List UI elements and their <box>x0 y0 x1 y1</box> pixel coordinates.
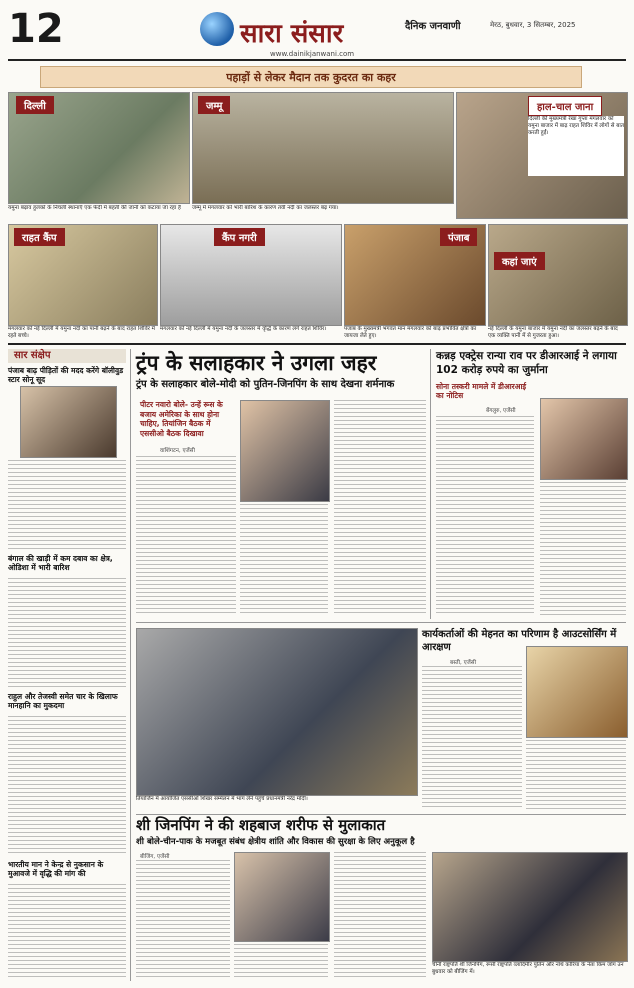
kahan-photo <box>488 224 628 326</box>
outsourcing-photo <box>526 646 628 738</box>
jammu-tag: जम्मू <box>198 96 230 114</box>
main-story-col3 <box>334 400 426 616</box>
ranya-rao-subhead: सोना तस्करी मामले में डीआरआई का नोटिस <box>436 382 527 400</box>
ranya-rao-col1 <box>436 416 534 616</box>
ranya-dateline: बेंगलुरु, एजेंसी <box>486 408 516 414</box>
rahat-tag: राहत कैंप <box>14 228 65 246</box>
main-dateline: वाशिंगटन, एजेंसी <box>160 448 195 454</box>
camp-caption: मंगलवार को नई दिल्ली में यमुना नदी के जलस्तर में वृद्धि के कारण लगे राहत शिविर। <box>160 326 327 332</box>
trump-advisor-subhead: ट्रंप के सलाहकार बोले-मोदी को पुतिन-जिनपिंग के साथ देखना शर्मनाक <box>136 379 395 390</box>
navarro-kicker: पीटर नवारो बोले- उन्हें रूस के बजाय अमेरिका के साथ होना चाहिए, तियांजिन बैठक में एससीओ बैठक दिखावा <box>140 400 223 438</box>
camp-tag: कैंप नगरी <box>214 228 265 246</box>
header-rule <box>8 59 626 61</box>
xi-sharif-col1 <box>136 860 230 980</box>
outsourcing-col2 <box>526 740 626 810</box>
bay-of-bengal-headline: बंगाल की खाड़ी में कम दबाव का क्षेत्र, ओडिशा में भारी बारिश <box>8 554 113 572</box>
ranya-rao-col2 <box>540 482 626 616</box>
haal-caption: दिल्ली की मुख्यमंत्री रेखा गुप्ता मंगलवार को यमुना बाजार में बाढ़ राहत शिविर में लोगों से बात करती हुईं। <box>528 116 624 176</box>
outsourcing-dateline: बस्ती, एजेंसी <box>450 660 477 666</box>
newspaper-name: दैनिक जनवाणी <box>405 21 461 32</box>
delhi-tag: दिल्ली <box>16 96 54 114</box>
edition-date: मेरठ, बुधवार, 3 सितम्बर, 2025 <box>490 21 576 29</box>
photo-feature-banner: पहाड़ों से लेकर मैदान तक कुदरत का कहर <box>40 66 582 88</box>
xi-sharif-col3 <box>334 852 426 980</box>
ranya-rao-photo <box>540 398 628 480</box>
section-logo: सारा संसार <box>240 19 344 49</box>
leaders-group-caption: चीनी राष्ट्रपति शी जिनपिंग, रूसी राष्ट्रपति व्लादिमीर पुतिन और नॉर्थ कोरिया के नेता किम जोंग उन बुधवार को बीजिंग में। <box>432 962 624 975</box>
punjab-caption: पंजाब के मुख्यमंत्री भगवंत मान मंगलवार को बाढ़ प्रभावित क्षेत्रों का जायजा लेते हुए। <box>344 326 477 339</box>
mann-compensation-body <box>8 884 126 980</box>
sonu-sood-body <box>8 460 126 550</box>
jammu-caption: जम्मू में मंगलवार को भारी बारिश के कारण तवी नदी का जलस्तर बढ़ गया। <box>192 205 339 211</box>
xi-sharif-subhead: शी बोले-चीन-पाक के मजबूत संबंध क्षेत्रीय शांति और विकास की सुरक्षा के लिए अनुकूल है <box>136 837 415 847</box>
main-story-col2 <box>240 504 328 616</box>
website-url[interactable]: www.dainikjanwani.com <box>270 50 355 58</box>
kahan-tag: कहां जाएं <box>494 252 545 270</box>
bay-of-bengal-body <box>8 578 126 688</box>
outsourcing-headline: कार्यकर्ताओं की मेहनत का परिणाम है आउटसोर्सिंग में आरक्षण <box>422 629 617 653</box>
sar-sankshep-header: सार संक्षेप <box>8 349 126 363</box>
delhi-caption: यमुना बढ़ाव हुलको के निचली स्थानाएँ एक फेंदी में बहती की जानी को कटाया जा रहा है <box>8 205 181 211</box>
outsourcing-col1 <box>422 666 522 810</box>
punjab-tag: पंजाब <box>440 228 477 246</box>
section-rule <box>136 622 626 623</box>
main-story-col1 <box>136 456 236 616</box>
section-rule <box>8 343 626 345</box>
page-number: 12 <box>8 6 64 52</box>
globe-logo-icon <box>200 12 234 46</box>
column-rule <box>430 349 431 619</box>
defamation-headline: राहुल और तेजस्वी समेत चार के खिलाफ मानहानि का मुकदमा <box>8 692 118 710</box>
xi-sharif-col2 <box>234 944 328 980</box>
sonu-sood-headline: पंजाब बाढ़ पीड़ितों की मदद करेंगे बॉलीवुड स्टार सोनू सूद <box>8 366 124 384</box>
modi-sco-caption: तियांजिन में आयोजित एससीओ शिखर सम्मेलन में भाग लेने पहुंचे प्रधानमंत्री नरेंद्र मोदी। <box>136 796 308 802</box>
ranya-rao-headline: कन्नड़ एक्ट्रेस रान्या राव पर डीआरआई ने लगाया 102 करोड़ रुपये का जुर्माना <box>436 350 617 376</box>
modi-sco-photo <box>136 628 418 796</box>
xi-sharif-headline: शी जिनपिंग ने की शहबाज शरीफ से मुलाकात <box>136 816 386 834</box>
peter-navarro-photo <box>240 400 330 502</box>
trump-advisor-headline: ट्रंप के सलाहकार ने उगला जहर <box>136 351 377 375</box>
rahat-caption: मंगलवार को नई दिल्ली में यमुना नदी का पानी बढ़ने के बाद राहत शिविर में रहते बच्चे। <box>8 326 155 339</box>
section-rule <box>136 814 626 815</box>
xi-sharif-dateline: बीजिंग, एजेंसी <box>140 854 170 860</box>
jammu-flood-photo <box>192 92 454 204</box>
sonu-sood-photo <box>20 386 117 458</box>
haal-tag: हाल-चाल जाना <box>528 96 602 116</box>
defamation-body <box>8 716 126 856</box>
mann-compensation-headline: भारतीय मान ने केन्द्र से नुकसान के मुआवजे में वृद्धि की मांग की <box>8 860 104 878</box>
kahan-caption: नई दिल्ली के यमुना बाजार में यमुना नदी का जलस्तर बढ़ने के बाद एक व्यक्ति पानी में से गुजरता हुआ। <box>488 326 618 339</box>
page-header <box>0 0 634 62</box>
shehbaz-sharif-photo <box>234 852 330 942</box>
column-rule <box>130 349 131 981</box>
leaders-group-photo <box>432 852 628 962</box>
